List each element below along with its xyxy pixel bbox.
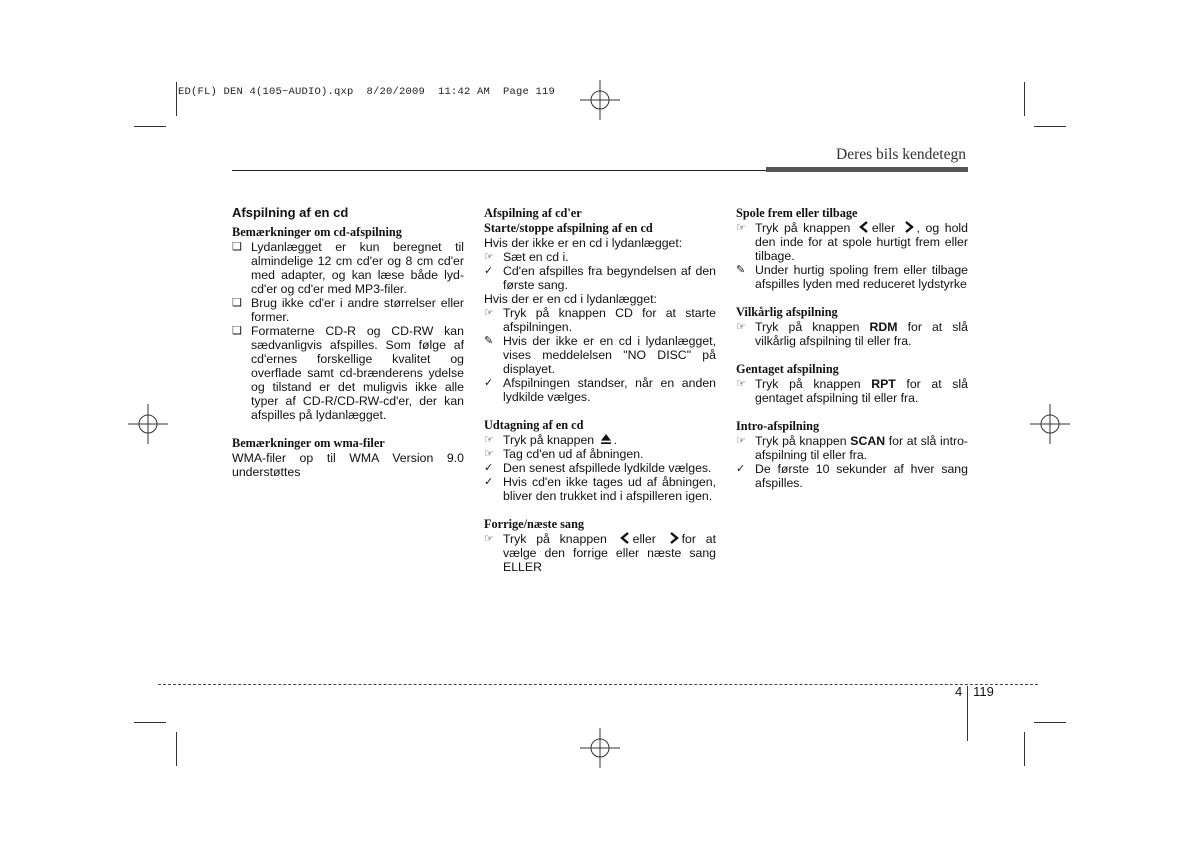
hand-pointer-icon: ☞ bbox=[736, 378, 746, 390]
list-item: ☞ Tryk på knappen eller for at vælge den forrige eller næste sang ELLER bbox=[484, 532, 716, 574]
list-item: ❑ Formaterne CD-R og CD-RW kan sædvanligvis afspilles. Som følge af cd'ernes forskellige kvalitet og overflade samt cd-brænderens ydelse og tilstand er det muligvis ikke alle typer af CD-R/CD-RW-cd'er, der kan afspilles på lydanlægget. bbox=[232, 324, 464, 422]
list-item: ☞ Tryk på knappen RDM for at slå vilkårlig afspilning til eller fra. bbox=[736, 320, 968, 348]
list-item: ☞ Tryk på knappen . bbox=[484, 433, 617, 447]
list-item: ✓ Afspilningen standser, når en anden lydkilde vælges. bbox=[484, 376, 716, 404]
crop-mark bbox=[176, 82, 177, 116]
list-item: ✓ Den senest afspillede lydkilde vælges. bbox=[484, 461, 712, 475]
registration-mark-icon bbox=[1030, 404, 1070, 444]
subheading: Spole frem eller tilbage bbox=[736, 206, 858, 220]
page-number-value: 119 bbox=[973, 684, 994, 699]
paragraph: WMA-filer op til WMA Version 9.0 understøttes bbox=[232, 451, 464, 479]
list-item: ✎ Under hurtig spoling frem eller tilbage afspilles lyden med reduceret lydstyrke bbox=[736, 263, 968, 291]
subheading: Forrige/næste sang bbox=[484, 517, 585, 531]
crop-mark bbox=[176, 732, 177, 766]
hand-pointer-icon: ☞ bbox=[736, 435, 746, 447]
subheading: Afspilning af cd'er bbox=[484, 206, 582, 220]
list-item: ✓ De første 10 sekunder af hver sang afspilles. bbox=[736, 462, 968, 490]
check-icon: ✓ bbox=[484, 377, 494, 389]
subheading: Gentaget afspilning bbox=[736, 362, 839, 376]
hand-pointer-icon: ☞ bbox=[484, 533, 494, 545]
button-key-label: RDM bbox=[869, 320, 898, 334]
subheading: Udtagning af en cd bbox=[484, 418, 584, 432]
hand-pointer-icon: ☞ bbox=[484, 307, 494, 319]
crop-mark bbox=[1024, 82, 1025, 116]
crop-mark bbox=[134, 126, 166, 127]
hand-pointer-icon: ☞ bbox=[484, 251, 494, 263]
list-item: ✓ Hvis cd'en ikke tages ud af åbningen, bliver den trukket ind i afspilleren igen. bbox=[484, 475, 716, 503]
note-pencil-icon: ✎ bbox=[736, 264, 746, 276]
column-2 bbox=[484, 206, 716, 574]
subheading: Intro-afspilning bbox=[736, 419, 820, 433]
crop-mark bbox=[1024, 732, 1025, 766]
header-bar bbox=[766, 167, 968, 172]
section-title: Deres bils kendetegn bbox=[836, 146, 966, 163]
column-3 bbox=[736, 206, 968, 490]
chapter-number: 4 bbox=[955, 684, 963, 699]
header-rule bbox=[232, 170, 768, 171]
footer-rule bbox=[158, 684, 1038, 685]
file-slug: ED(FL) DEN 4(105~AUDIO).qxp 8/20/2009 11:42 AM Page 119 bbox=[178, 86, 556, 98]
crop-mark bbox=[1034, 126, 1066, 127]
note-pencil-icon: ✎ bbox=[484, 335, 494, 347]
chevron-right-icon bbox=[904, 221, 914, 233]
registration-mark-icon bbox=[580, 728, 620, 768]
subheading: Starte/stoppe afspilning af en cd bbox=[484, 221, 653, 235]
check-icon: ✓ bbox=[484, 265, 494, 277]
heading: Afspilning af en cd bbox=[232, 205, 349, 220]
hand-pointer-icon: ☞ bbox=[736, 222, 746, 234]
subheading: Bemærkninger om cd-afspilning bbox=[232, 225, 402, 239]
check-icon: ✓ bbox=[484, 462, 494, 474]
eject-icon bbox=[601, 433, 611, 445]
checkbox-bullet-icon: ❑ bbox=[232, 241, 242, 253]
chevron-left-icon bbox=[859, 221, 869, 233]
list-item: ☞ Sæt en cd i. bbox=[484, 250, 569, 264]
page-number bbox=[955, 684, 994, 699]
crop-mark bbox=[134, 722, 166, 723]
checkbox-bullet-icon: ❑ bbox=[232, 297, 242, 309]
chevron-right-icon bbox=[669, 532, 679, 544]
paragraph: Hvis der ikke er en cd i lydanlægget: bbox=[484, 236, 683, 250]
subheading: Vilkårlig afspilning bbox=[736, 305, 838, 319]
list-item: ✓ Cd'en afspilles fra begyndelsen af den første sang. bbox=[484, 264, 716, 292]
list-item: ✎ Hvis der ikke er en cd i lydanlægget, vises meddelelsen "NO DISC" på displayet. bbox=[484, 334, 716, 376]
button-key-label: RPT bbox=[871, 377, 896, 391]
list-item: ❑ Brug ikke cd'er i andre størrelser eller former. bbox=[232, 296, 464, 324]
checkbox-bullet-icon: ❑ bbox=[232, 325, 242, 337]
list-item: ❑ Lydanlægget er kun beregnet til almindelige 12 cm cd'er og 8 cm cd'er med adapter, og kan læse både lyd-cd'er og cd'er med MP3-filer. bbox=[232, 240, 464, 296]
list-item: ☞ Tryk på knappen SCAN for at slå intro-afspilning til eller fra. bbox=[736, 434, 969, 462]
list-item: ☞ Tag cd'en ud af åbningen. bbox=[484, 447, 644, 461]
check-icon: ✓ bbox=[736, 463, 746, 475]
chevron-left-icon bbox=[620, 532, 630, 544]
page-number-divider bbox=[967, 686, 968, 741]
hand-pointer-icon: ☞ bbox=[484, 434, 494, 446]
column-1 bbox=[232, 206, 464, 479]
registration-mark-icon bbox=[580, 80, 620, 120]
paragraph: Hvis der er en cd i lydanlægget: bbox=[484, 292, 657, 306]
registration-mark-icon bbox=[128, 404, 168, 444]
hand-pointer-icon: ☞ bbox=[484, 448, 494, 460]
list-item: ☞ Tryk på knappen eller , og hold den inde for at spole hurtigt frem eller tilbage. bbox=[736, 221, 968, 263]
subheading: Bemærkninger om wma-filer bbox=[232, 436, 385, 450]
list-item: ☞ Tryk på knappen CD for at starte afspilningen. bbox=[484, 306, 716, 334]
list-item: ☞ Tryk på knappen RPT for at slå gentaget afspilning til eller fra. bbox=[736, 377, 968, 405]
crop-mark bbox=[1034, 722, 1066, 723]
check-icon: ✓ bbox=[484, 476, 494, 488]
button-key-label: SCAN bbox=[850, 434, 886, 448]
hand-pointer-icon: ☞ bbox=[736, 321, 746, 333]
